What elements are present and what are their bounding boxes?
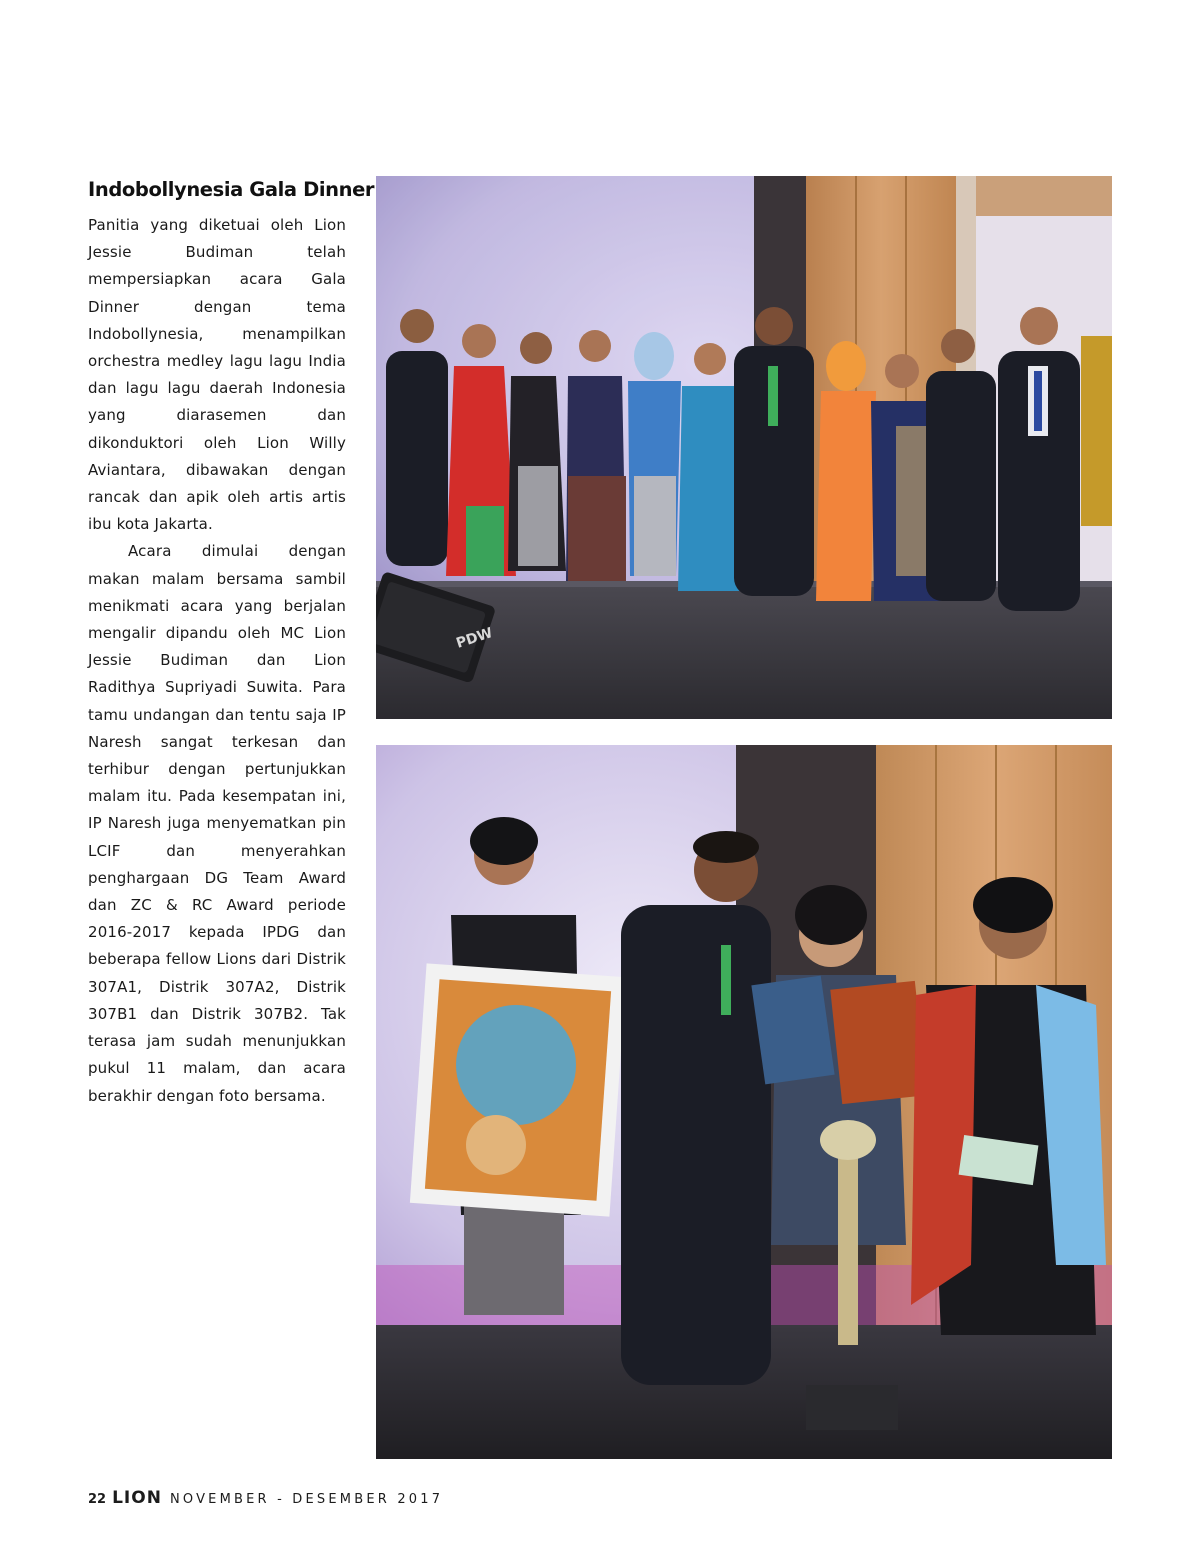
issue-date: NOVEMBER - DESEMBER 2017 bbox=[169, 1492, 444, 1507]
article-paragraph: Panitia yang diketuai oleh Lion Jessie Budiman telah mempersiapkan acara Gala Dinner dengan tema Indobollynesia, menampilkan orchestra medley lagu lagu India dan lagu lagu daerah Indonesia yang diarasemen dan dikonduktori oleh Lion Willy Aviantara, dibawakan dengan rancak dan apik oleh artis artis ibu kota Jakarta. bbox=[88, 216, 346, 534]
article-paragraph: Acara dimulai dengan makan malam bersama sambil menikmati acara yang berjalan mengalir dipandu oleh MC Lion Jessie Budiman dan Lion Radithya Supriyadi Suwita. Para tamu undangan dan tentu saja IP Naresh sangat terkesan dan terhibur dengan pertunjukkan malam itu. Pada kesempatan ini, IP Naresh juga menyematkan pin LCIF dan menyerahkan penghargaan DG Team Award dan ZC & RC Award periode 2016-2017 kepada IPDG dan beberapa fellow Lions dari Distrik 307A1, Distrik 307A2, Distrik 307B1 dan Distrik 307B2. Tak terasa jam sudah menunjukkan pukul 11 malam, dan acara berakhir dengan foto bersama. bbox=[88, 542, 346, 1105]
page-number: 22 bbox=[88, 1492, 107, 1507]
group-photo-image bbox=[376, 176, 1112, 719]
speaker-brand-label: PDW bbox=[454, 625, 495, 652]
article-column bbox=[88, 176, 375, 1110]
award-photo bbox=[376, 745, 1112, 1459]
article-body bbox=[88, 212, 346, 1110]
page-footer bbox=[88, 1488, 443, 1510]
award-photo-image bbox=[376, 745, 1112, 1459]
article-headline: Indobollynesia Gala Dinner bbox=[88, 178, 375, 201]
magazine-name: LION bbox=[112, 1488, 162, 1508]
group-photo bbox=[376, 176, 1112, 719]
